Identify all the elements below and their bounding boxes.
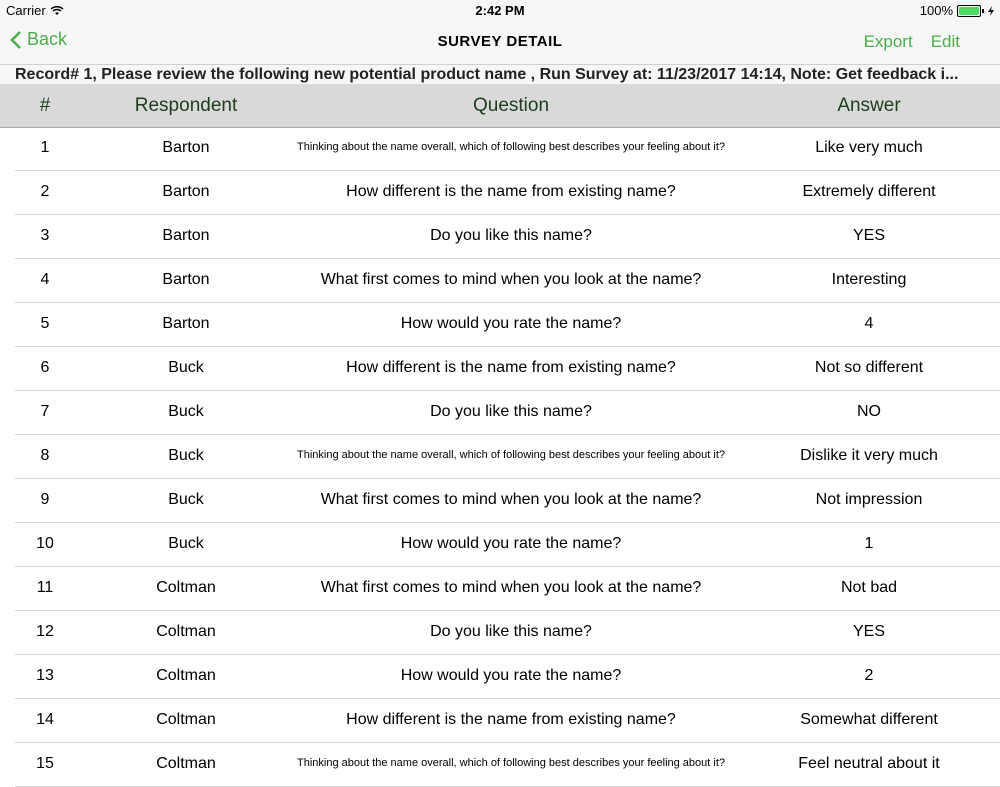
battery-percent: 100% — [919, 3, 953, 18]
battery-cap — [982, 9, 984, 13]
table-row[interactable] — [15, 699, 1000, 743]
row-respondent: Buck — [168, 535, 204, 552]
row-number: 7 — [40, 403, 50, 420]
row-number: 5 — [40, 315, 50, 332]
row-question: Do you like this name? — [430, 403, 592, 420]
row-respondent: Coltman — [156, 623, 216, 640]
row-answer: Not so different — [814, 359, 924, 376]
table-row[interactable] — [15, 611, 1000, 655]
row-answer: Dislike it very much — [800, 447, 938, 464]
edit-button[interactable]: Edit — [930, 32, 960, 51]
row-respondent: Buck — [168, 403, 204, 420]
back-label: Back — [27, 29, 68, 49]
page-title: SURVEY DETAIL — [437, 33, 563, 50]
table-row[interactable] — [15, 171, 1000, 215]
row-answer: Like very much — [815, 139, 923, 156]
row-question: How different is the name from existing name? — [346, 183, 676, 200]
row-respondent: Barton — [162, 315, 210, 332]
row-number: 4 — [40, 271, 50, 288]
row-number: 1 — [40, 139, 50, 156]
table-row[interactable] — [15, 523, 1000, 567]
status-bar — [0, 0, 1000, 20]
row-respondent: Coltman — [156, 667, 216, 684]
row-respondent: Coltman — [156, 711, 216, 728]
row-number: 2 — [40, 183, 50, 200]
row-answer: YES — [852, 227, 885, 244]
row-answer: Not bad — [840, 579, 898, 596]
table-row[interactable] — [15, 655, 1000, 699]
status-time: 2:42 PM — [475, 3, 525, 18]
row-answer: 4 — [864, 315, 874, 332]
row-respondent: Barton — [162, 183, 210, 200]
row-respondent: Coltman — [156, 755, 216, 772]
table-row[interactable] — [15, 215, 1000, 259]
table-row[interactable] — [15, 303, 1000, 347]
table-header — [0, 84, 1000, 128]
record-summary: Record# 1, Please review the following new potential product name , Run Survey at: 11/23/2017 14:14, Note: Get feedback i... — [0, 64, 1000, 84]
row-number: 6 — [40, 359, 50, 376]
row-number: 11 — [36, 579, 54, 596]
table-row[interactable] — [15, 127, 1000, 171]
row-number: 14 — [36, 711, 54, 728]
row-question: How would you rate the name? — [400, 535, 622, 552]
row-question: Thinking about the name overall, which of following best describes your feeling about it? — [296, 449, 726, 461]
row-question: How would you rate the name? — [400, 667, 622, 684]
row-number: 8 — [40, 447, 50, 464]
row-respondent: Buck — [168, 359, 204, 376]
row-respondent: Barton — [162, 271, 210, 288]
row-respondent: Buck — [168, 491, 204, 508]
row-respondent: Buck — [168, 447, 204, 464]
row-answer: Somewhat different — [800, 711, 938, 728]
navigation-bar — [0, 20, 1000, 64]
row-number: 13 — [36, 667, 54, 684]
column-header-respondent: Respondent — [134, 95, 238, 116]
row-answer: NO — [857, 403, 881, 420]
row-question: How different is the name from existing name? — [346, 359, 676, 376]
row-question: What first comes to mind when you look at the name? — [320, 579, 702, 596]
row-number: 10 — [36, 535, 54, 552]
row-respondent: Barton — [162, 139, 210, 156]
table-row[interactable] — [15, 567, 1000, 611]
row-question: How different is the name from existing name? — [346, 711, 676, 728]
row-question: Do you like this name? — [430, 623, 592, 640]
row-number: 12 — [36, 623, 54, 640]
row-question: How would you rate the name? — [400, 315, 622, 332]
row-question: Thinking about the name overall, which of following best describes your feeling about it? — [296, 141, 726, 153]
row-number: 9 — [40, 491, 50, 508]
row-number: 15 — [36, 755, 54, 772]
battery-icon — [957, 5, 981, 17]
table-row[interactable] — [15, 259, 1000, 303]
row-question: What first comes to mind when you look at the name? — [320, 491, 702, 508]
export-button[interactable]: Export — [863, 32, 913, 51]
row-question: Thinking about the name overall, which of following best describes your feeling about it? — [296, 757, 726, 769]
table-row[interactable] — [15, 391, 1000, 435]
row-answer: Extremely different — [802, 183, 936, 200]
row-answer: Interesting — [831, 271, 907, 288]
row-question: Do you like this name? — [430, 227, 592, 244]
row-answer: 2 — [864, 667, 874, 684]
row-answer: Not impression — [815, 491, 923, 508]
table-row[interactable] — [15, 479, 1000, 523]
carrier-label: Carrier — [6, 3, 46, 18]
row-answer: YES — [852, 623, 885, 640]
table-row[interactable] — [15, 435, 1000, 479]
charging-icon — [988, 6, 994, 16]
row-respondent: Barton — [162, 227, 210, 244]
column-header-question: Question — [472, 95, 550, 116]
row-answer: Feel neutral about it — [798, 755, 940, 772]
column-header-number: # — [39, 95, 51, 116]
row-answer: 1 — [864, 535, 874, 552]
battery — [920, 3, 994, 18]
row-question: What first comes to mind when you look at the name? — [320, 271, 702, 288]
row-respondent: Coltman — [156, 579, 216, 596]
nav-actions — [864, 32, 960, 52]
table-row[interactable] — [15, 347, 1000, 391]
column-header-answer: Answer — [837, 95, 901, 116]
table-body[interactable] — [0, 127, 1000, 787]
row-number: 3 — [40, 227, 50, 244]
